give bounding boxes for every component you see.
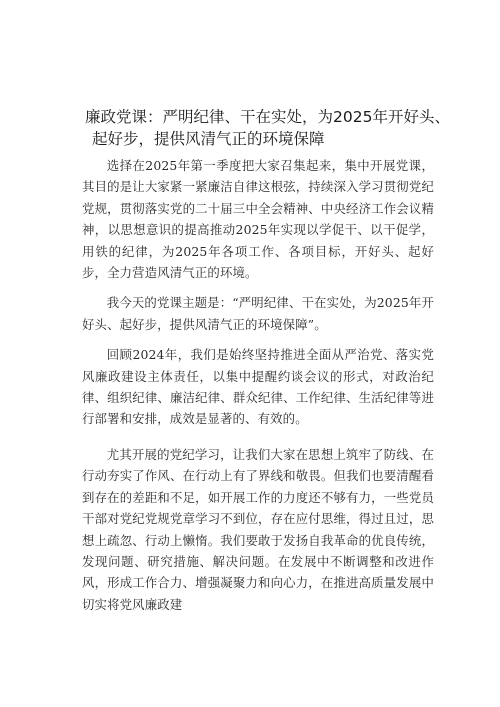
document-body [82,155,434,624]
paragraph-review-2024: 回顾2024年，我们是始终坚持推进全面从严治党、落实党风廉政建设主体责任，以集中提醒约谈会议的形式，对政治纪律、组织纪律、廉洁纪律、群众纪律、工作纪律、生活纪律等进行部署和安排，成效是显著的、有效的。 [82,347,434,427]
title-line-1: 廉政党课：严明纪律、干在实处，为2025年开好头、 [85,108,450,126]
document-title [85,106,450,150]
paragraph-intro: 选择在2025年第一季度把大家召集起来，集中开展党课，其目的是让大家紧一紧廉洁自律这根弦，持续深入学习贯彻党纪党规，贯彻落实党的二十届三中全会精神、中央经济工作会议精神，以思想意识的提高推动2025年实现以学促干、以干促学，用铁的纪律，为2025年各项工作、各项目标，开好头、起好步，全力营造风清气正的环境。 [82,158,434,281]
paragraph-theme: 我今天的党课主题是：“严明纪律、干在实处，为2025年开好头、起好步，提供风清气正的环境保障”。 [82,295,434,332]
paragraph-party-discipline-study: 尤其开展的党纪学习，让我们大家在思想上筑牢了防线、在行动夯实了作风、在行动上有了界线和敬畏。但我们也要清醒看到存在的差距和不足，如开展工作的力度还不够有力，一些党员干部对党纪党规党章学习不到位，存在应付思维，得过且过，思想上疏忽、行动上懒惰。我们要敢于发扬自我革命的优良传统，发现问题、研究措施、解决问题。在发展中不断调整和改进作风，形成工作合力、增强凝聚力和向心力，在推进高质量发展中切实将党风廉政建 [82,446,434,612]
title-line-2: 起好步，提供风清气正的环境保障 [92,130,325,148]
